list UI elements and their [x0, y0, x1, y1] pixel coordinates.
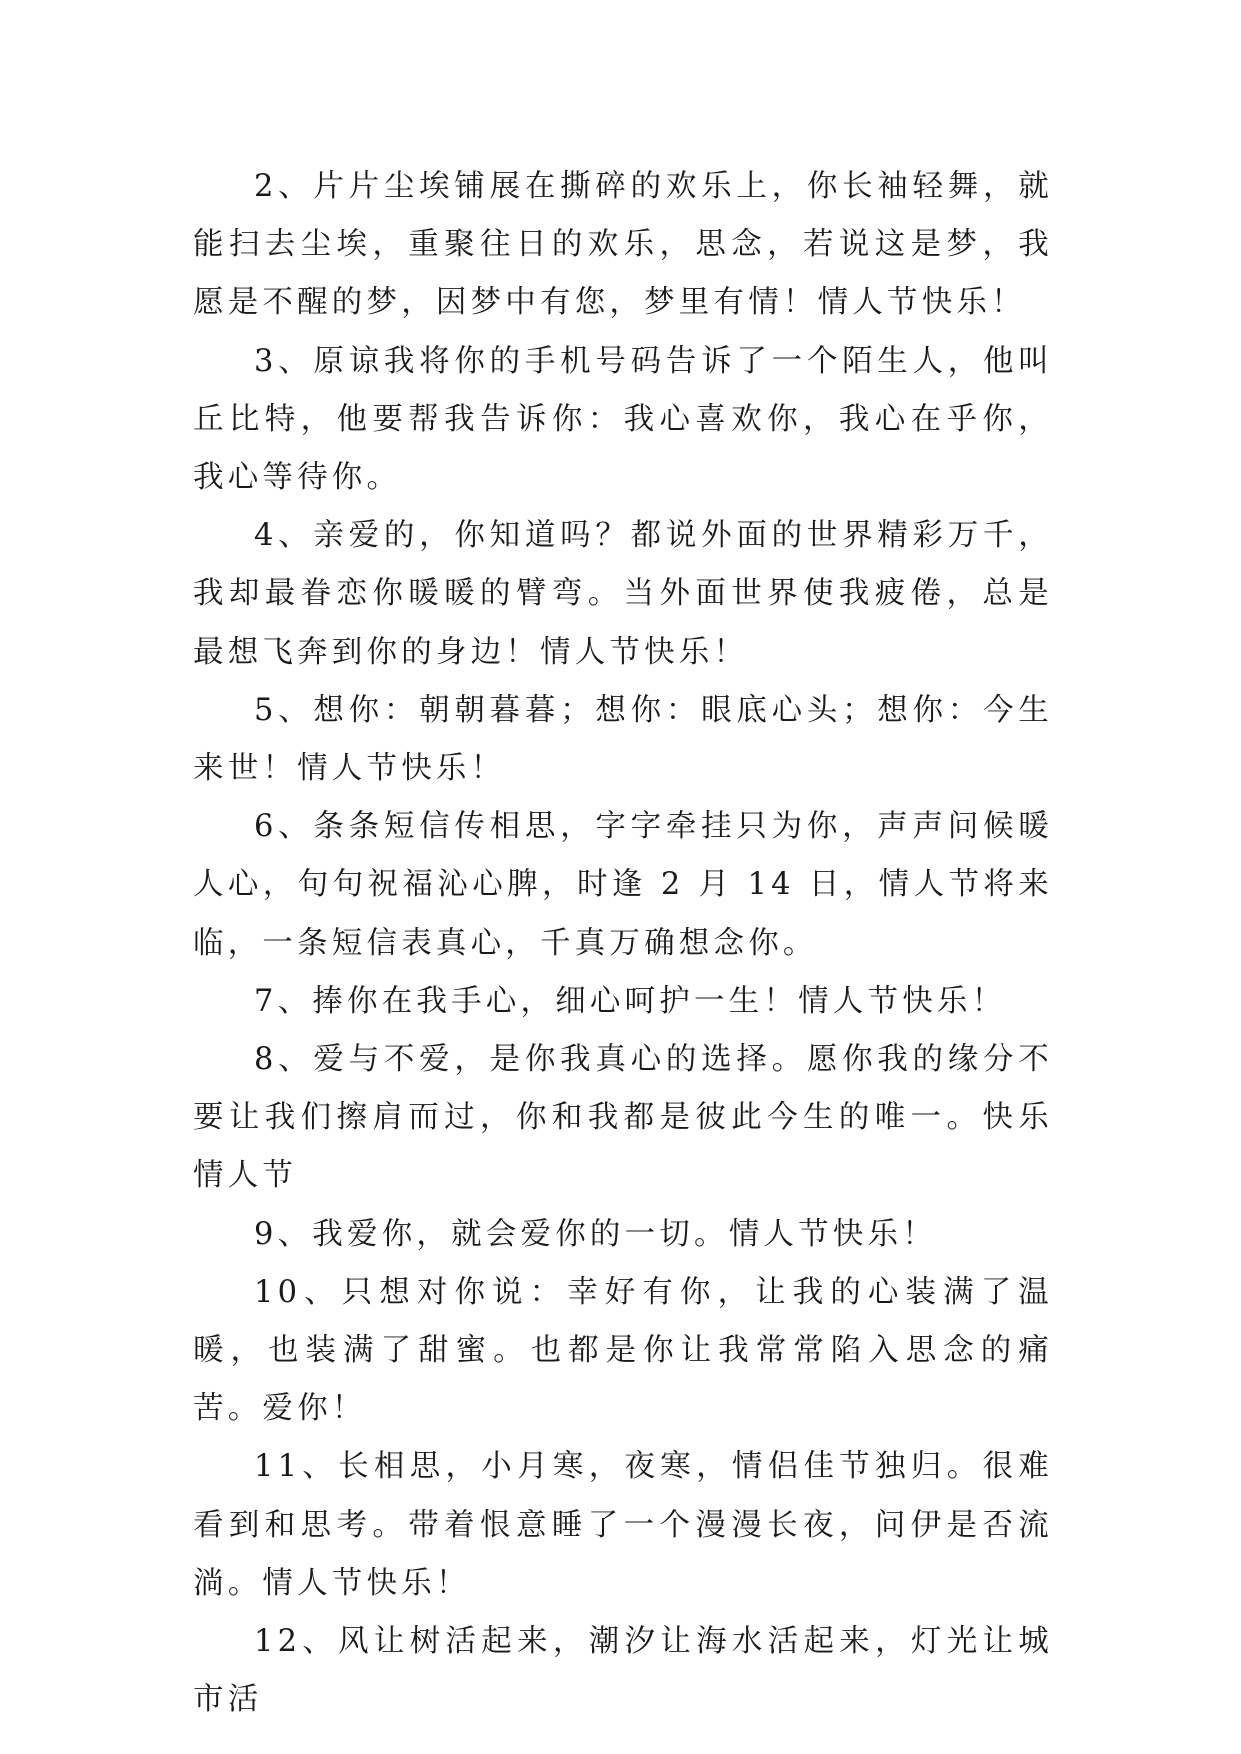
- paragraph-11: 11、长相思，小月寒，夜寒，情侣佳节独归。很难看到和思考。带着恨意睡了一个漫漫长夜，问伊是否流淌。情人节快乐！: [193, 1449, 1053, 1601]
- paragraph-6: 6、条条短信传相思，字字牵挂只为你，声声问候暖人心，句句祝福沁心脾，时逢 2 月 14 日，情人节将来临，一条短信表真心，千真万确想念你。: [193, 809, 1053, 961]
- paragraph-5: 5、想你：朝朝暮暮；想你：眼底心头；想你：今生来世！情人节快乐！: [193, 692, 1053, 787]
- paragraph-12: 12、风让树活起来，潮汐让海水活起来，灯光让城市活: [193, 1624, 1053, 1718]
- paragraph-7: 7、捧你在我手心，细心呵护一生！情人节快乐！: [254, 983, 1007, 1019]
- paragraph-3: 3、原谅我将你的手机号码告诉了一个陌生人，他叫丘比特，他要帮我告诉你：我心喜欢你，我心在乎你，我心等待你。: [193, 343, 1053, 496]
- paragraph-10: 10、只想对你说：幸好有你，让我的心装满了温暖，也装满了甜蜜。也都是你让我常常陷入思念的痛苦。爱你！: [193, 1274, 1053, 1427]
- paragraph-9: 9、我爱你，就会爱你的一切。情人节快乐！: [254, 1216, 937, 1252]
- paragraph-8: 8、爱与不爱，是你我真心的选择。愿你我的缘分不要让我们擦肩而过，你和我都是彼此今生的唯一。快乐情人节: [193, 1042, 1053, 1194]
- paragraph-4: 4、亲爱的，你知道吗？都说外面的世界精彩万千，我却最眷恋你暖暖的臂弯。当外面世界使我疲倦，总是最想飞奔到你的身边！情人节快乐！: [193, 518, 1053, 670]
- paragraph-2: 2、片片尘埃铺展在撕碎的欢乐上，你长袖轻舞，就能扫去尘埃，重聚往日的欢乐，思念，若说这是梦，我愿是不醒的梦，因梦中有您，梦里有情！情人节快乐！: [193, 169, 1053, 321]
- document-body: [193, 158, 1053, 1729]
